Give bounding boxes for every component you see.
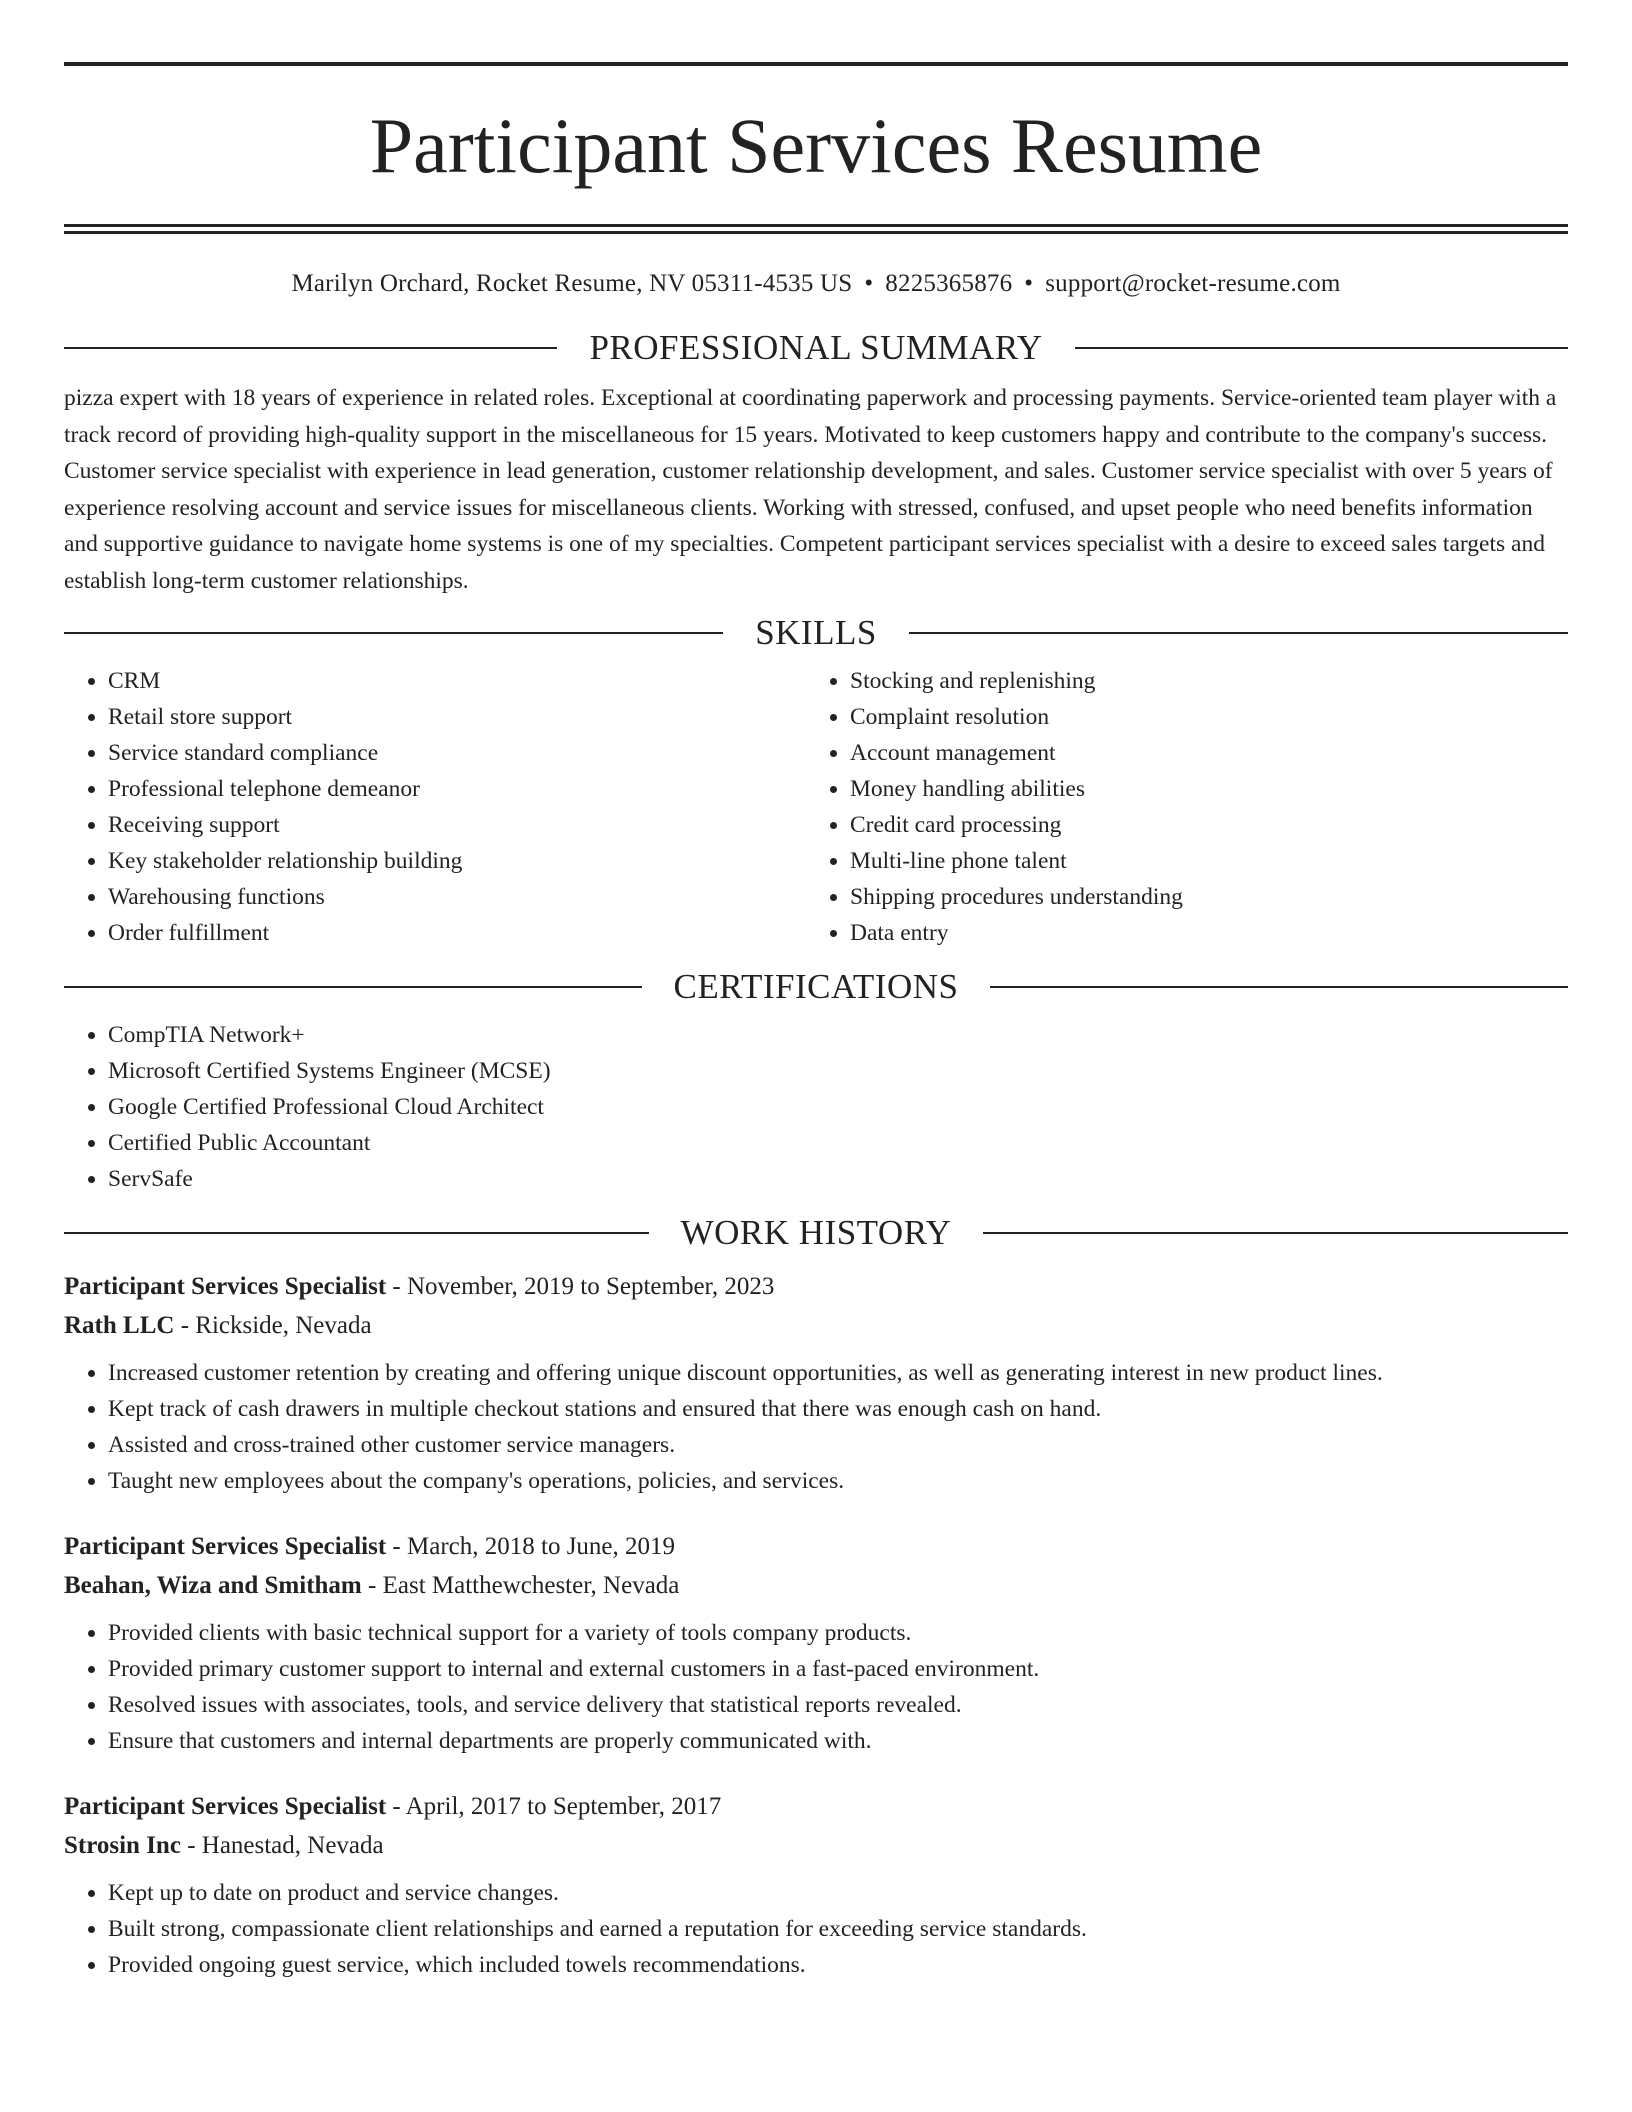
summary-heading <box>64 326 1568 370</box>
certifications-list <box>64 1017 1568 1197</box>
skill-item: • Order fulfillment <box>108 915 806 951</box>
skills-column-right <box>806 663 1548 951</box>
job-bullet: • Resolved issues with associates, tools, and service delivery that statistical reports revealed. <box>108 1687 1568 1723</box>
job-bullets <box>64 1875 1568 1983</box>
job-title-line: Participant Services Specialist - March, 2018 to June, 2019 <box>64 1533 676 1560</box>
job-dates: April, 2017 to September, 2017 <box>405 1793 722 1820</box>
job-location: East Matthewchester, Nevada <box>382 1572 680 1599</box>
certifications-heading-label: CERTIFICATIONS <box>673 967 959 1006</box>
skill-item: • Money handling abilities <box>850 771 1548 807</box>
job-dates: November, 2019 to September, 2023 <box>407 1273 775 1300</box>
heading-rule-left <box>64 1232 649 1234</box>
skills-heading <box>64 611 1568 655</box>
job-title: Participant Services Specialist <box>64 1273 387 1300</box>
job-bullet: • Taught new employees about the company's operations, policies, and services. <box>108 1463 1568 1499</box>
job-bullet: • Ensure that customers and internal departments are properly communicated with. <box>108 1723 1568 1759</box>
skill-item: • Complaint resolution <box>850 699 1548 735</box>
skills-column-left <box>64 663 806 951</box>
certification-item: • CompTIA Network+ <box>108 1017 1568 1053</box>
certification-item: • Certified Public Accountant <box>108 1125 1568 1161</box>
job-bullets <box>64 1355 1568 1499</box>
job-bullet: • Built strong, compassionate client relationships and earned a reputation for exceeding service standards. <box>108 1911 1568 1947</box>
job-company: Strosin Inc <box>64 1832 181 1859</box>
skill-item: • Stocking and replenishing <box>850 663 1548 699</box>
heading-rule-left <box>64 986 642 988</box>
skills-heading-label: SKILLS <box>755 613 877 652</box>
heading-rule-left <box>64 347 557 349</box>
summary-heading-label: PROFESSIONAL SUMMARY <box>589 328 1043 367</box>
job-dates: March, 2018 to June, 2019 <box>407 1533 676 1560</box>
job-company: Rath LLC <box>64 1312 175 1339</box>
skill-item: • Account management <box>850 735 1548 771</box>
skill-item: • Service standard compliance <box>108 735 806 771</box>
skill-item: • CRM <box>108 663 806 699</box>
job-bullet: • Provided ongoing guest service, which included towels recommendations. <box>108 1947 1568 1983</box>
job-title-line: Participant Services Specialist - November, 2019 to September, 2023 <box>64 1273 775 1300</box>
job-location: Hanestad, Nevada <box>201 1832 384 1859</box>
certification-item: • Microsoft Certified Systems Engineer (MCSE) <box>108 1053 1568 1089</box>
job-company-line: Beahan, Wiza and Smitham - East Matthewchester, Nevada <box>64 1572 680 1599</box>
heading-rule-right <box>983 1232 1568 1234</box>
certification-item: • Google Certified Professional Cloud Architect <box>108 1089 1568 1125</box>
skills-columns <box>64 663 1568 951</box>
job-title-line: Participant Services Specialist - April, 2017 to September, 2017 <box>64 1793 722 1820</box>
certifications-heading <box>64 965 1568 1009</box>
contact-separator: • <box>864 270 874 297</box>
job-title: Participant Services Specialist <box>64 1533 387 1560</box>
job-bullet: • Increased customer retention by creating and offering unique discount opportunities, as well as generating interest in new product lines. <box>108 1355 1568 1391</box>
heading-rule-right <box>990 986 1568 988</box>
top-rule <box>64 62 1568 66</box>
job-entry <box>64 1787 1568 1983</box>
job-company-line: Rath LLC - Rickside, Nevada <box>64 1312 372 1339</box>
summary-text: pizza expert with 18 years of experience in related roles. Exceptional at coordinating paperwork and processing payments. Service-oriented team player with a track record of providing high-quality support in the miscellaneous for 15 years. Motivated to keep customers happy and contribute to the company's success. Customer service specialist with experience in lead generation, customer relationship development, and sales. Customer service specialist with over 5 years of experience resolving account and service issues for miscellaneous clients. Working with stressed, confused, and upset people who need benefits information and supportive guidance to navigate home systems is one of my specialties. Competent participant services specialist with a desire to exceed sales targets and establish long-term customer relationships. <box>64 385 1557 594</box>
job-company: Beahan, Wiza and Smitham <box>64 1572 362 1599</box>
contact-phone: 8225365876 <box>885 270 1013 297</box>
resume-page <box>64 62 1568 1983</box>
job-bullet: • Assisted and cross-trained other customer service managers. <box>108 1427 1568 1463</box>
job-bullet: • Provided primary customer support to internal and external customers in a fast-paced environment. <box>108 1651 1568 1687</box>
skill-item: • Shipping procedures understanding <box>850 879 1548 915</box>
skill-item: • Data entry <box>850 915 1548 951</box>
contact-email: support@rocket-resume.com <box>1045 270 1341 297</box>
skill-item: • Key stakeholder relationship building <box>108 843 806 879</box>
skill-item: • Credit card processing <box>850 807 1548 843</box>
work-history-heading-label: WORK HISTORY <box>680 1213 952 1252</box>
job-entry <box>64 1267 1568 1499</box>
job-entry <box>64 1527 1568 1759</box>
job-bullet: • Kept up to date on product and service changes. <box>108 1875 1568 1911</box>
heading-rule-right <box>1075 347 1568 349</box>
heading-rule-left <box>64 632 723 634</box>
contact-line <box>64 268 1568 300</box>
skill-item: • Professional telephone demeanor <box>108 771 806 807</box>
contact-separator: • <box>1024 270 1034 297</box>
job-bullets <box>64 1615 1568 1759</box>
contact-address: Marilyn Orchard, Rocket Resume, NV 05311-4535 US <box>291 270 853 297</box>
certification-item: • ServSafe <box>108 1161 1568 1197</box>
work-history-heading <box>64 1211 1568 1255</box>
skill-item: • Receiving support <box>108 807 806 843</box>
job-location: Rickside, Nevada <box>195 1312 372 1339</box>
heading-rule-right <box>909 632 1568 634</box>
skill-item: • Retail store support <box>108 699 806 735</box>
title-double-rule <box>64 224 1568 234</box>
job-bullet: • Provided clients with basic technical support for a variety of tools company products. <box>108 1615 1568 1651</box>
job-title: Participant Services Specialist <box>64 1793 387 1820</box>
skill-item: • Warehousing functions <box>108 879 806 915</box>
job-bullet: • Kept track of cash drawers in multiple checkout stations and ensured that there was enough cash on hand. <box>108 1391 1568 1427</box>
job-company-line: Strosin Inc - Hanestad, Nevada <box>64 1832 384 1859</box>
resume-title: Participant Services Resume <box>369 102 1263 189</box>
skill-item: • Multi-line phone talent <box>850 843 1548 879</box>
